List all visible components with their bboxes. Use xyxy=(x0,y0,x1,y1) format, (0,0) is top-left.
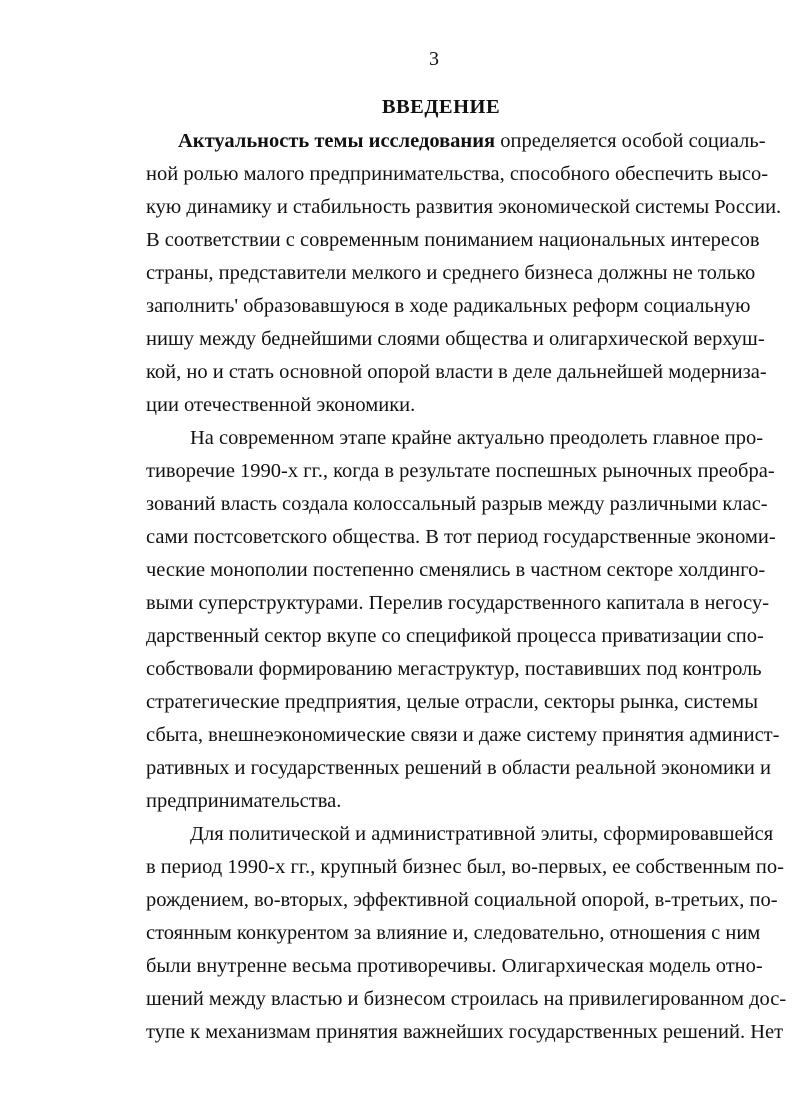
paragraph-line: сами постсоветского общества. В тот период государственные экономи- xyxy=(146,526,776,548)
paragraph-line: дарственный сектор вкупе со спецификой процесса приватизации спо- xyxy=(146,625,764,647)
paragraph-line: шений между властью и бизнесом строилась на привилегированном дос- xyxy=(146,988,787,1010)
paragraph-line: нишу между беднейшими слоями общества и олигархической верхуш- xyxy=(146,328,765,350)
paragraph-line: предпринимательства. xyxy=(146,790,342,812)
paragraph-line: ративных и государственных решений в области реальной экономики и xyxy=(146,757,771,779)
paragraph-line: страны, представители мелкого и среднего бизнеса должны не только xyxy=(146,262,756,284)
paragraph-line: рождением, во-вторых, эффективной социальной опорой, в-третьих, по- xyxy=(146,889,778,911)
paragraph-line: ции отечественной экономики. xyxy=(146,394,416,416)
page-number: 3 xyxy=(429,48,439,70)
paragraph-line: были внутренне весьма противоречивы. Олигархическая модель отно- xyxy=(146,955,763,977)
paragraph-line: кую динамику и стабильность развития экономической системы России. xyxy=(146,196,782,218)
paragraph-line: зований власть создала колоссальный разрыв между различными клас- xyxy=(146,493,768,515)
paragraph-line: Актуальность темы исследования определяется особой социаль- xyxy=(178,130,766,152)
paragraph-line: тупе к механизмам принятия важнейших государственных решений. Нет xyxy=(146,1021,784,1043)
paragraph-line: тиворечие 1990-х гг., когда в результате поспешных рыночных преобра- xyxy=(146,460,775,482)
paragraph-line: На современном этапе крайне актуально преодолеть главное про- xyxy=(190,427,764,449)
paragraph-line: стоянным конкурентом за влияние и, следовательно, отношения с ним xyxy=(146,922,761,944)
paragraph-line: кой, но и стать основной опорой власти в деле дальнейшей модерниза- xyxy=(146,361,767,383)
paragraph-line: В соответствии с современным пониманием национальных интересов xyxy=(146,229,760,251)
paragraph-line: собствовали формированию мегаструктур, поставивших под контроль xyxy=(146,658,762,680)
paragraph-line: заполнить' образовавшуюся в ходе радикальных реформ социальную xyxy=(146,295,751,317)
bold-lead: Актуальность темы исследования xyxy=(178,130,496,152)
paragraph-line: Для политической и административной элиты, сформировавшейся xyxy=(190,823,774,845)
paragraph-line: ческие монополии постепенно сменялись в частном секторе холдинго- xyxy=(146,559,766,581)
paragraph-line: выми суперструктурами. Перелив государственного капитала в негосу- xyxy=(146,592,770,614)
paragraph-line: стратегические предприятия, целые отрасли, секторы рынка, системы xyxy=(146,691,759,713)
paragraph-line: ной ролью малого предпринимательства, способного обеспечить высо- xyxy=(146,163,769,185)
paragraph-line: в период 1990-х гг., крупный бизнес был, во-первых, ее собственным по- xyxy=(146,856,784,878)
paragraph-line: сбыта, внешнеэкономические связи и даже систему принятия админист- xyxy=(146,724,780,746)
section-heading: ВВЕДЕНИЕ xyxy=(381,96,501,118)
